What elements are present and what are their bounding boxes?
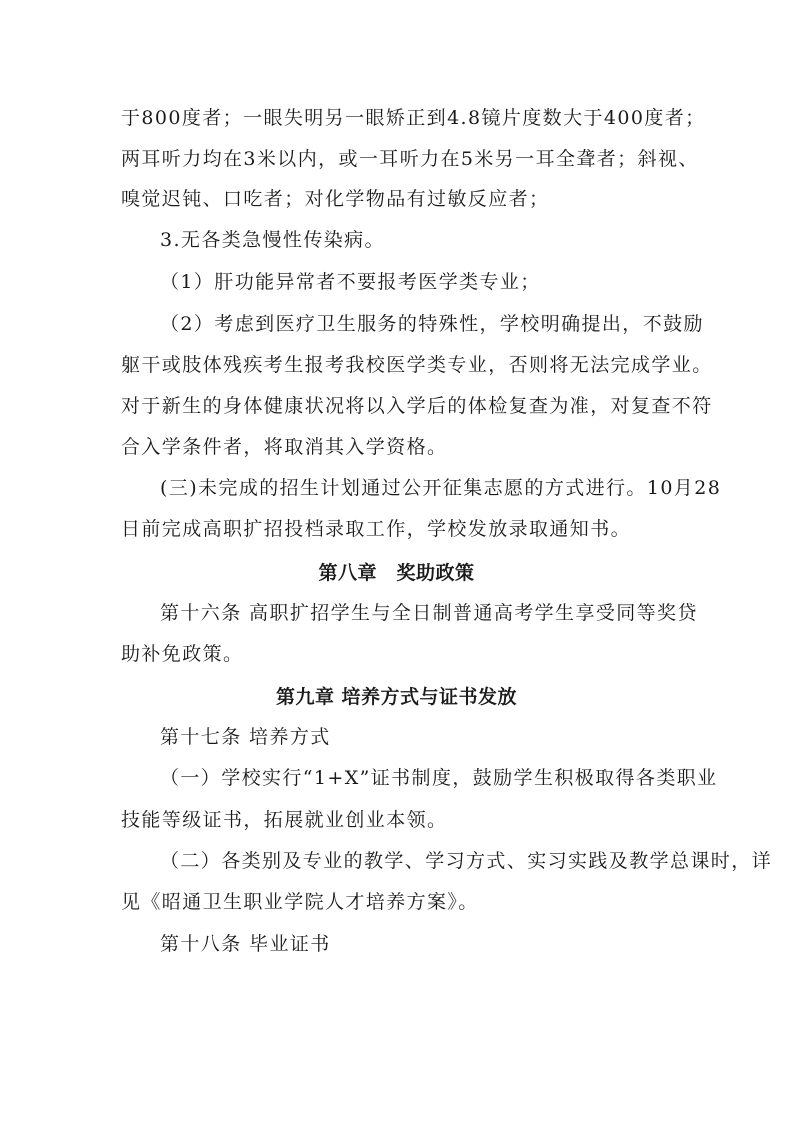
list-item: （2）考虑到医疗卫生服务的特殊性，学校明确提出，不鼓励: [160, 313, 704, 335]
paragraph-line: 合入学条件者，将取消其入学资格。: [121, 436, 448, 458]
list-item: （二）各类别及专业的教学、学习方式、实习实践及教学总课时，详: [160, 850, 773, 872]
list-item: （一）学校实行“1+X”证书制度，鼓励学生积极取得各类职业: [160, 767, 718, 789]
article-line: 第十八条 毕业证书: [160, 933, 331, 955]
paragraph-line: 助补免政策。: [121, 643, 244, 665]
paragraph-line: 见《昭通卫生职业学院人才培养方案》。: [121, 891, 479, 913]
list-item: 3.无各类急慢性传染病。: [160, 229, 385, 251]
chapter-heading: 第八章 奖助政策: [318, 562, 475, 584]
article-line: 第十六条 高职扩招学生与全日制普通高考学生享受同等奖贷: [160, 602, 698, 624]
paragraph-line: 技能等级证书，拓展就业创业本领。: [121, 809, 448, 831]
paragraph-line: 两耳听力均在3米以内，或一耳听力在5米另一耳全聋者；斜视、: [121, 148, 699, 170]
paragraph-line: 对于新生的身体健康状况将以入学后的体检复查为准，对复查不符: [121, 395, 713, 417]
chapter-heading: 第九章 培养方式与证书发放: [275, 686, 518, 708]
paragraph-line: 于800度者；一眼失明另一眼矫正到4.8镜片度数大于400度者；: [121, 107, 706, 129]
paragraph-line: (三)未完成的招生计划通过公开征集志愿的方式进行。10月28: [160, 477, 722, 499]
paragraph-line: 嗅觉迟钝、口吃者；对化学物品有过敏反应者；: [121, 188, 550, 210]
paragraph-line: 日前完成高职扩招投档录取工作，学校发放录取通知书。: [121, 518, 632, 540]
list-item: （1）肝功能异常者不要报考医学类专业；: [160, 271, 541, 293]
paragraph-line: 躯干或肢体残疾考生报考我校医学类专业，否则将无法完成学业。: [121, 354, 713, 376]
article-line: 第十七条 培养方式: [160, 726, 331, 748]
